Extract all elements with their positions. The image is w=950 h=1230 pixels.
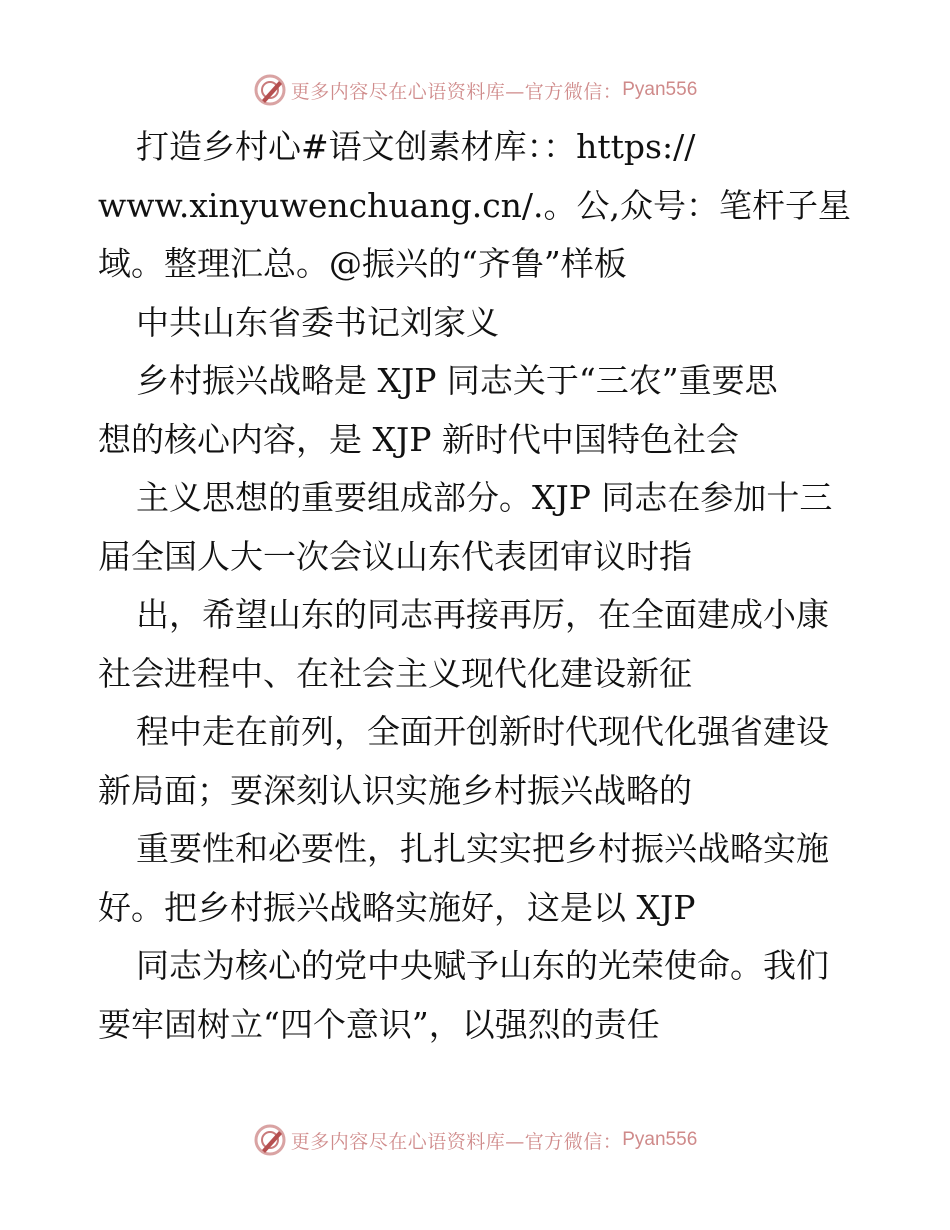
body-line: 乡村振兴战略是 XJP 同志关于“三农”重要思: [136, 361, 778, 400]
body-line: 打造乡村心#语文创素材库：：https://: [136, 127, 696, 166]
watermark-wechat-id: Pyan556: [622, 1129, 698, 1150]
body-line: 要牢固树立“四个意识”，以强烈的责任: [98, 1004, 660, 1044]
author-line: 中共山东省委书记刘家义: [136, 302, 499, 342]
body-line: 好。把乡村振兴战略实施好，这是以 XJP: [98, 887, 696, 927]
watermark-text: 更多内容尽在心语资料库—官方微信：: [290, 1130, 623, 1153]
body-line: www.xinyuwenchuang.cn/.。公,众号：笔杆子星: [98, 185, 852, 225]
document-body: [98, 118, 858, 1054]
body-line: 社会进程中、在社会主义现代化建设新征: [98, 653, 692, 693]
pen-logo-icon: [253, 1123, 287, 1157]
watermark-text: 更多内容尽在心语资料库—官方微信：: [290, 80, 623, 103]
body-line: 想的核心内容，是 XJP 新时代中国特色社会: [98, 419, 739, 459]
footer-watermark: [0, 1120, 950, 1160]
body-line: 出，希望山东的同志再接再厉，在全面建成小康: [136, 595, 829, 634]
body-line: 主义思想的重要组成部分。XJP 同志在参加十三: [136, 478, 833, 517]
body-line: 届全国人大一次会议山东代表团审议时指: [98, 536, 692, 576]
header-watermark: [0, 70, 950, 110]
body-line: 程中走在前列，全面开创新时代现代化强省建设: [136, 712, 829, 751]
watermark-wechat-id: Pyan556: [622, 79, 698, 100]
body-line: 同志为核心的党中央赋予山东的光荣使命。我们: [136, 946, 829, 985]
pen-logo-icon: [253, 73, 287, 107]
body-line: 重要性和必要性，扎扎实实把乡村振兴战略实施: [136, 829, 829, 868]
body-line: 域。整理汇总。@振兴的“齐鲁”样板: [98, 244, 627, 283]
body-line: 新局面；要深刻认识实施乡村振兴战略的: [98, 770, 692, 810]
